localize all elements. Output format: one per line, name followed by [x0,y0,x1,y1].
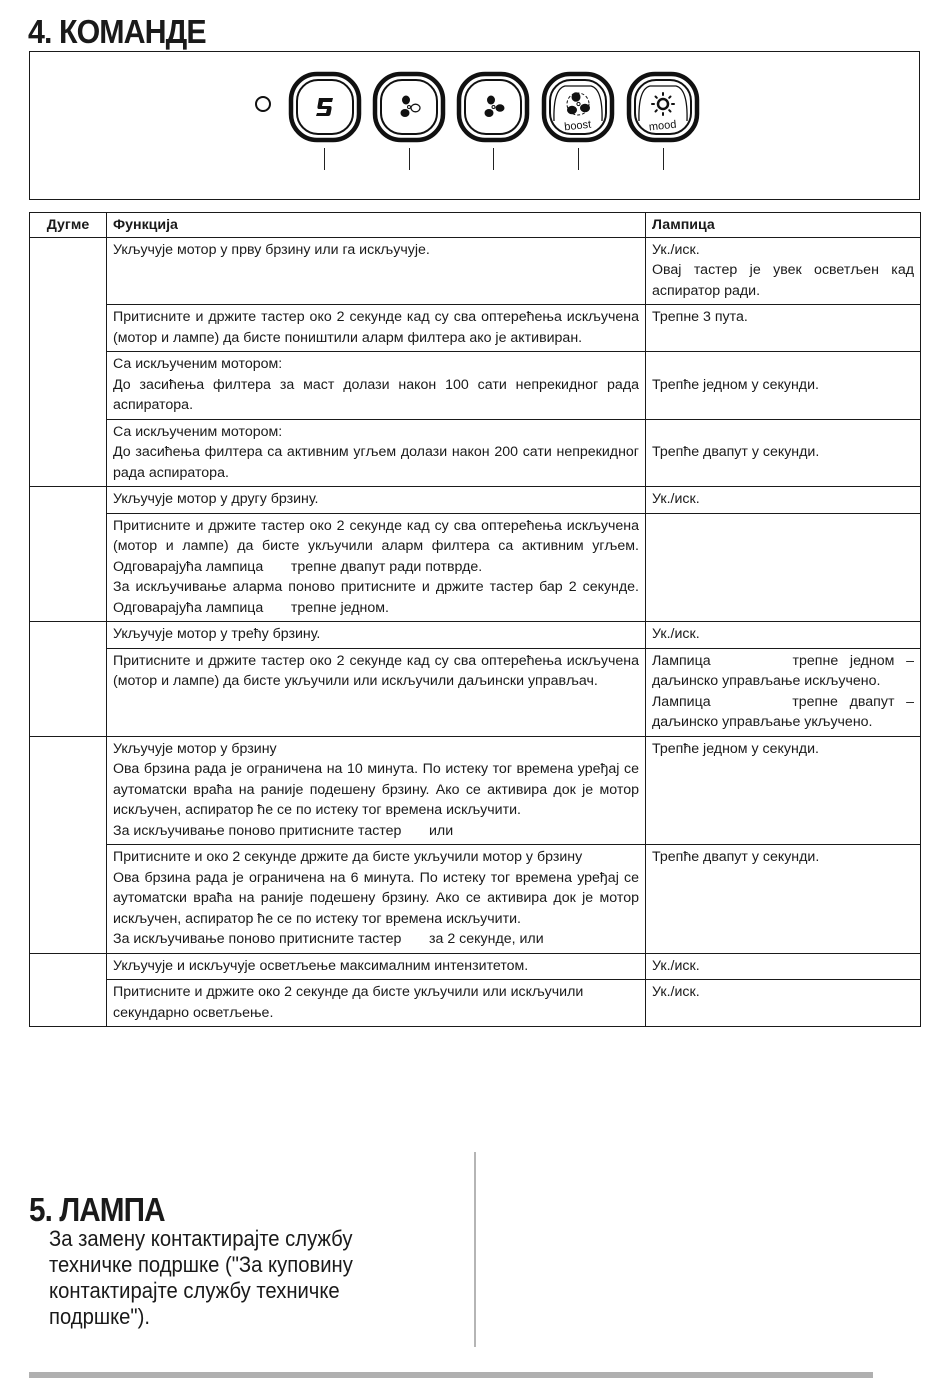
table-header-row [30,213,921,238]
lamp-cell: Трепне 3 пута. [646,305,921,352]
table-row [30,487,921,514]
function-cell: Притисните и око 2 секунде држите да бисте укључили мотор у брзину Ова брзина рада је ограничена на 6 минута. По истеку тог времена уређај се аутоматски враћа на раније подешену брзину. Ако се активира док је мотор искључен, аспиратор ће се по истеку тог времена искључити. За искључивање поново притисните тастер за 2 секунде, или [107,845,646,954]
button-pointer-line [578,148,579,170]
button-cell [30,487,107,622]
lamp-cell: Трепће двапут у секунди. [646,419,921,487]
lamp-cell: Трепће једном у секунди. [646,352,921,420]
lamp-cell: Ук./иск. [646,953,921,980]
boost-button[interactable] [541,71,615,143]
table-row [30,305,921,352]
button-cell [30,237,107,487]
fan-speed-2-icon [372,71,446,143]
lamp-cell: Ук./иск. [646,487,921,514]
table-row [30,736,921,845]
fan-speed-3-icon [456,71,530,143]
button-cell [30,622,107,737]
mood-light-button[interactable] [626,71,700,143]
lamp-section-text: За замену контактирајте службу техничке подршке ("За куповину контактирајте службу техничке подршке"). [49,1226,353,1329]
lamp-cell: Трепће једном у секунди. [646,736,921,845]
svg-text:boost: boost [563,118,592,134]
function-cell: Укључује мотор у брзину Ова брзина рада је ограничена на 10 минута. По истеку тог времена уређај се аутоматски враћа на раније подешену брзину. Ако се активира док је мотор искључен, аспиратор ће се по истеку тог времена искључити. За искључивање поново притисните тастер или [107,736,646,845]
button-cell [30,953,107,1027]
table-row [30,513,921,622]
column-header-function: Функција [107,213,646,238]
filter-alarm-icon [288,71,362,143]
fan-speed-2-button[interactable] [372,71,446,143]
lamp-cell: Лампица трепне једном – даљинско управљање искључено. Лампица трепне двапут – даљинско управљање укључено. [646,648,921,736]
column-divider [474,1152,476,1347]
lamp-cell: Ук./иск. Овај тастер је увек осветљен кад аспиратор ради. [646,237,921,305]
function-cell: Укључује мотор у другу брзину. [107,487,646,514]
light-mood-icon [626,71,700,143]
fan-speed-3-button[interactable] [456,71,530,143]
function-cell: Са искљученим мотором: До засићења филтера са активним угљем долази након 200 сати непрекидног рада аспиратора. [107,419,646,487]
table-row [30,352,921,420]
function-cell: Укључује и искључује осветљење максималним интензитетом. [107,953,646,980]
section-4-title: 4. КОМАНДЕ [28,13,206,50]
function-cell: Притисните и држите око 2 секунде да бисте укључили или искључили секундарно осветљење. [107,980,646,1027]
column-header-button: Дугме [30,213,107,238]
table-row [30,648,921,736]
commands-table [29,212,921,1027]
lamp-cell [646,513,921,622]
filter-alarm-button[interactable] [288,71,362,143]
table-row [30,845,921,954]
fan-boost-icon [541,71,615,143]
svg-text:mood: mood [648,118,678,134]
button-pointer-line [663,148,664,170]
button-cell [30,736,107,953]
lamp-cell: Трепће двапут у секунди. [646,845,921,954]
table-row [30,980,921,1027]
column-header-lamp: Лампица [646,213,921,238]
function-cell: Са искљученим мотором: До засићења филтера за маст долази након 100 сати непрекидног рада аспиратора. [107,352,646,420]
table-row [30,237,921,305]
lamp-cell: Ук./иск. [646,980,921,1027]
lamp-cell: Ук./иск. [646,622,921,649]
led-indicator-icon [255,96,271,112]
function-cell: Притисните и држите тастер око 2 секунде кад су сва оптерећења искључена (мотор и лампе) да бисте поништили аларм филтера ако је активиран. [107,305,646,352]
button-pointer-line [409,148,410,170]
table-row [30,953,921,980]
section-5-title: 5. ЛАМПА [29,1191,165,1228]
button-pointer-line [493,148,494,170]
function-cell: Притисните и држите тастер око 2 секунде кад су сва оптерећења искључена (мотор и лампе) да бисте укључили или искључили даљински управљач. [107,648,646,736]
function-cell: Укључује мотор у прву брзину или га искључује. [107,237,646,305]
footer-bar [29,1372,873,1378]
function-cell: Укључује мотор у трећу брзину. [107,622,646,649]
function-cell: Притисните и држите тастер око 2 секунде кад су сва оптерећења искључена (мотор и лампе) да бисте укључили аларм филтера са активним угљем. Одговарајућа лампица трепне двапут ради потврде. За искључивање аларма поново притисните и држите тастер бар 2 секунде. Одговарајућа лампица трепне једном. [107,513,646,622]
button-pointer-line [324,148,325,170]
table-row [30,419,921,487]
table-row [30,622,921,649]
